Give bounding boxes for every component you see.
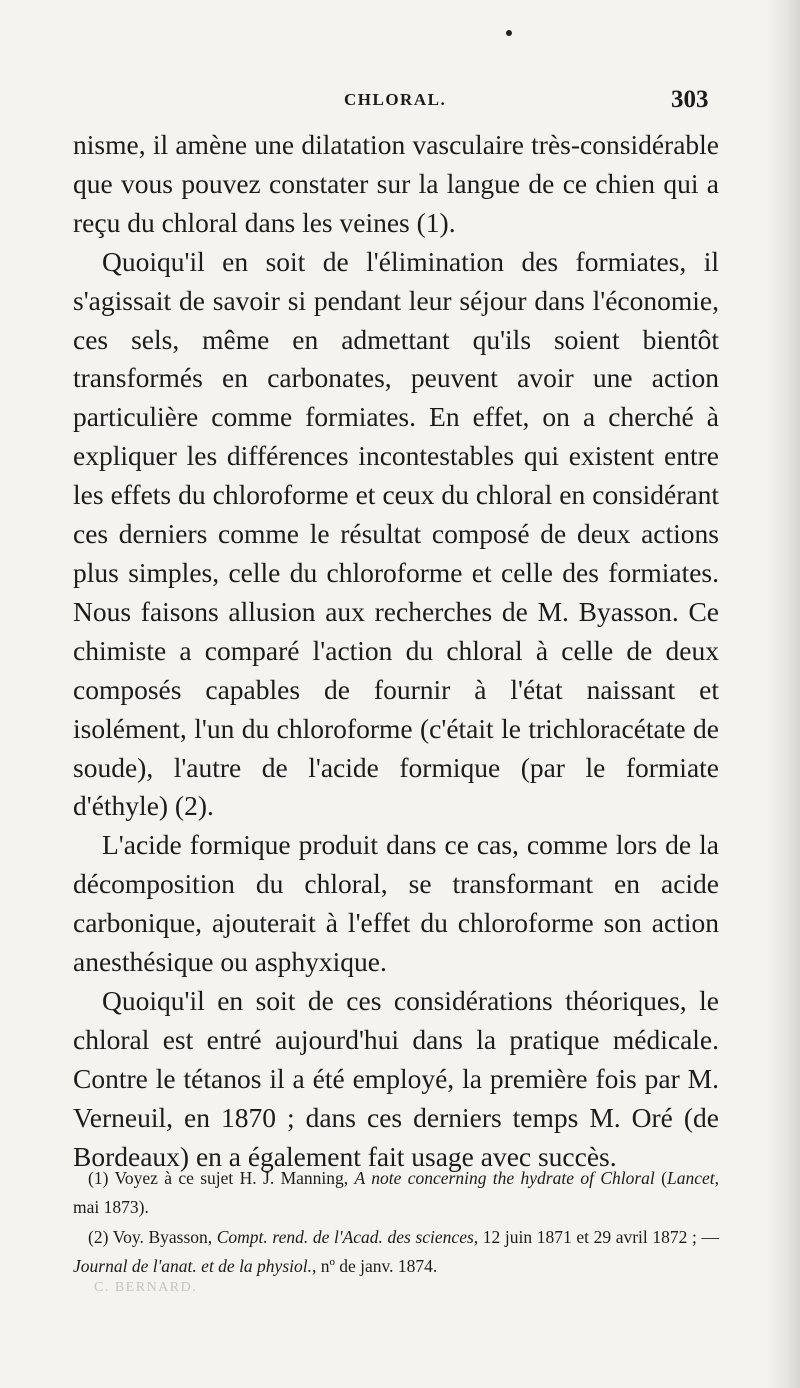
- page-number: 303: [671, 86, 709, 113]
- footnote-1-mid: (: [654, 1168, 667, 1188]
- footnote-2-ref2: Journal de l'anat. et de la physiol.: [73, 1255, 312, 1276]
- paragraph-formiates: Quoiqu'il en soit de l'élimination des formiates, il s'agissait de savoir si pendant leur séjour dans l'économie, ces sels, même en admettant qu'ils soient bientôt transformés en carbonates, peuvent avoir une action particulière comme formiates. En effet, on a cherché à expliquer les différences incontestables qui existent entre les effets du chloroforme et ceux du chloral en considérant ces derniers comme le résultat composé de deux actions plus simples, celle du chloroforme et celle des formiates. Nous faisons allusion aux recherches de M. Byasson. Ce chimiste a comparé l'action du chloral à celle de deux composés capables de fournir à l'état naissant et isolément, l'un du chloroforme (c'était le trichloracétate de soude), l'autre de l'acide formique (par le formiate d'éthyle) (2).: [73, 245, 719, 822]
- footnote-1-tail: , mai 1873).: [73, 1168, 719, 1217]
- footnote-1-journal: Lancet: [666, 1168, 715, 1188]
- paragraph-acide-formique: L'acide formique produit dans ce cas, comme lors de la décomposition du chloral, se transformant en acide carbonique, ajouterait à l'effet du chloroforme son action anesthésique ou asphyxique.: [73, 829, 719, 978]
- body-text: [73, 126, 719, 1176]
- footnote-2-tail: , nº de janv. 1874.: [311, 1255, 438, 1276]
- ink-dot: [506, 30, 512, 36]
- paragraph-continuation: nisme, il amène une dilatation vasculaire très-considérable que vous pouvez constater sur la langue de ce chien qui a reçu du chloral dans les veines (1).: [73, 129, 719, 238]
- running-head: [0, 86, 800, 116]
- page-edge-shadow: [766, 0, 800, 1388]
- footnote-1: [73, 1164, 719, 1221]
- footnote-2-mid: , 12 juin 1871 et 29 avril 1872 ; —: [473, 1227, 719, 1247]
- footnote-2-lead: (2) Voy. Byasson,: [88, 1227, 217, 1247]
- footnotes: [73, 1164, 719, 1282]
- footnote-2: [73, 1223, 719, 1280]
- footnote-2-ref1: Compt. rend. de l'Acad. des sciences: [216, 1227, 474, 1247]
- footnote-1-lead: (1) Voyez à ce sujet H. J. Manning,: [88, 1168, 355, 1188]
- bleed-through-signature: C. BERNARD.: [94, 1280, 198, 1295]
- paragraph-pratique-medicale: Quoiqu'il en soit de ces considérations théoriques, le chloral est entré aujourd'hui dans la pratique médicale. Contre le tétanos il a été employé, la première fois par M. Verneuil, en 1870 ; dans ces derniers temps M. Oré (de Bordeaux) en a également fait usage avec succès.: [73, 984, 719, 1172]
- footnote-1-title: A note concerning the hydrate of Chloral: [354, 1168, 655, 1188]
- running-title: CHLORAL.: [344, 90, 447, 109]
